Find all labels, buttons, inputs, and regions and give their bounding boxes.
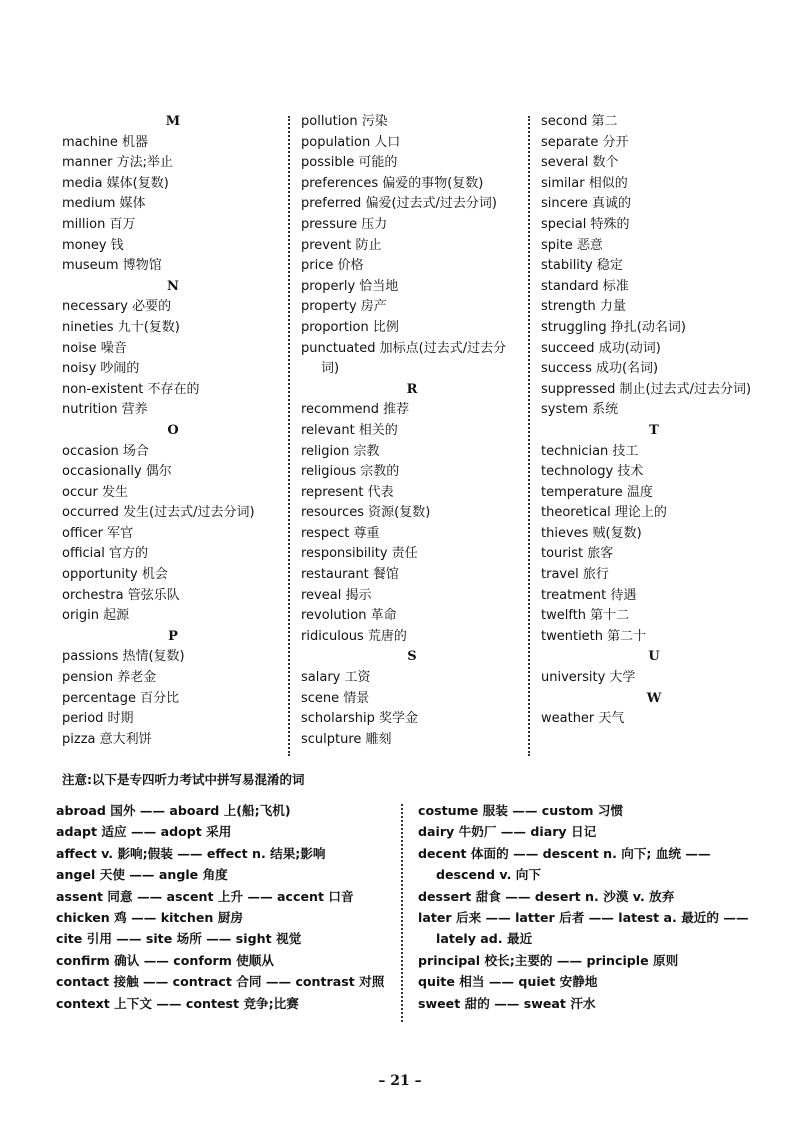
letter-heading: W (646, 690, 662, 706)
vocab-entry: twentieth 第二十 (541, 628, 647, 644)
vocab-entry: million 百万 (62, 216, 136, 232)
vocab-entry: restaurant 餐馆 (301, 567, 399, 583)
vocab-entry: weather 天气 (541, 711, 625, 727)
vocab-entry: responsibility 责任 (301, 546, 418, 562)
vocab-entry: similar 相似的 (541, 175, 628, 191)
vocab-entry: technology 技术 (541, 464, 644, 480)
vocab-entry: proportion 比例 (301, 319, 399, 335)
confusable-entry: cite 引用 —— site 场所 —— sight 视觉 (56, 931, 302, 947)
vocab-entry: passions 热情(复数) (62, 649, 185, 665)
vocab-entry: nineties 九十(复数) (62, 319, 180, 335)
vocab-entry: occasion 场合 (62, 443, 149, 459)
confusables-column-right (418, 800, 768, 1014)
vocab-entry: period 时期 (62, 711, 134, 727)
vocab-entry: officer 军官 (62, 525, 134, 541)
letter-heading: T (649, 422, 659, 438)
vocab-entry: thieves 贼(复数) (541, 525, 642, 541)
vocab-entry: percentage 百分比 (62, 690, 180, 706)
confusable-entry: costume 服装 —— custom 习惯 (418, 803, 624, 818)
vocab-entry: noise 噪音 (62, 340, 127, 356)
letter-heading: N (167, 278, 179, 294)
letter-heading: U (648, 649, 660, 665)
vocab-entry: separate 分开 (541, 134, 629, 150)
vocab-entry: occur 发生 (62, 484, 128, 500)
vocab-entry: treatment 待遇 (541, 587, 637, 603)
letter-heading: M (165, 114, 181, 129)
confusables-column-left (56, 800, 386, 1014)
confusable-entry: decent 体面的 —— descent n. 向下; 血统 —— descend v. 向下 (418, 845, 711, 883)
vocab-entry: medium 媒体 (62, 196, 146, 212)
vocab-entry: prevent 防止 (301, 237, 382, 253)
vocab-entry: pizza 意大利饼 (62, 731, 152, 747)
vocab-entry: stability 稳定 (541, 258, 623, 274)
vocab-entry: success 成功(名词) (541, 361, 659, 377)
vocab-entry: standard 标准 (541, 278, 629, 294)
confusable-entry: chicken 鸡 —— kitchen 厨房 (56, 910, 243, 926)
vocab-entry: manner 方法;举止 (62, 155, 173, 171)
vocab-entry: machine 机器 (62, 134, 148, 150)
vocab-entry: orchestra 管弦乐队 (62, 587, 180, 603)
vocab-entry: represent 代表 (301, 484, 394, 500)
vocab-entry: tourist 旅客 (541, 546, 614, 562)
vocab-entry: non-existent 不存在的 (62, 381, 200, 397)
vocab-entry: preferences 偏爱的事物(复数) (301, 175, 484, 191)
column-divider (528, 116, 530, 756)
vocab-entry: properly 恰当地 (301, 278, 399, 294)
letter-heading: R (406, 381, 418, 397)
confusable-entry: assent 同意 —— ascent 上升 —— accent 口音 (56, 888, 354, 904)
vocab-entry: respect 尊重 (301, 525, 380, 541)
vocab-entry: media 媒体(复数) (62, 175, 169, 191)
vocab-entry: reveal 揭示 (301, 587, 372, 603)
vocab-entry: population 人口 (301, 134, 401, 150)
vocab-entry: revolution 革命 (301, 608, 397, 624)
vocab-entry: spite 恶意 (541, 237, 603, 253)
vocab-entry: travel 旅行 (541, 567, 609, 583)
vocab-entry: scholarship 奖学金 (301, 711, 419, 727)
vocab-entry: preferred 偏爱(过去式/过去分词) (301, 196, 497, 212)
column-divider (401, 804, 403, 1022)
vocab-entry: strength 力量 (541, 299, 626, 315)
wordlist-column-2 (301, 112, 523, 750)
vocab-entry: origin 起源 (62, 608, 130, 624)
confusable-entry: contact 接触 —— contract 合同 —— contrast 对照 (56, 974, 385, 990)
confusable-entry: abroad 国外 —— aboard 上(船;飞机) (56, 803, 291, 818)
vocab-entry: system 系统 (541, 402, 619, 418)
vocab-entry: nutrition 营养 (62, 402, 148, 418)
vocab-entry: pension 养老金 (62, 670, 157, 686)
vocab-entry: possible 可能的 (301, 155, 398, 171)
vocab-entry: necessary 必要的 (62, 299, 172, 315)
vocab-entry: pollution 污染 (301, 114, 388, 129)
vocab-entry: university 大学 (541, 670, 636, 686)
vocab-entry: recommend 推荐 (301, 402, 410, 418)
vocab-entry: price 价格 (301, 258, 364, 274)
vocab-entry: resources 资源(复数) (301, 505, 431, 521)
vocab-entry: ridiculous 荒唐的 (301, 628, 407, 644)
section-note: 注意:以下是专四听力考试中拼写易混淆的词 (62, 772, 305, 787)
confusable-entry: dairy 牛奶厂 —— diary 日记 (418, 824, 597, 840)
vocab-entry: occasionally 偶尔 (62, 464, 172, 480)
vocab-entry: opportunity 机会 (62, 567, 168, 583)
letter-heading: P (168, 628, 178, 644)
wordlist-column-3 (541, 112, 767, 730)
column-divider (288, 116, 290, 756)
confusable-entry: affect v. 影响;假装 —— effect n. 结果;影响 (56, 845, 326, 861)
vocab-entry: suppressed 制止(过去式/过去分词) (541, 381, 752, 397)
vocab-entry: struggling 挣扎(动名词) (541, 319, 686, 335)
confusable-entry: principal 校长;主要的 —— principle 原则 (418, 952, 679, 968)
confusable-entry: later 后来 —— latter 后者 —— latest a. 最近的 —— lately ad. 最近 (418, 910, 749, 947)
wordlist-column-1 (62, 112, 284, 750)
vocab-entry: technician 技工 (541, 443, 639, 459)
vocab-entry: occurred 发生(过去式/过去分词) (62, 505, 255, 521)
vocab-entry: succeed 成功(动词) (541, 340, 661, 356)
confusable-entry: adapt 适应 —— adopt 采用 (56, 824, 232, 840)
page-number: – 21 – (378, 1073, 422, 1089)
vocab-entry: sculpture 雕刻 (301, 731, 392, 747)
confusable-entry: sweet 甜的 —— sweat 汗水 (418, 995, 596, 1011)
vocab-entry: punctuated 加标点(过去式/过去分词) (301, 340, 507, 377)
vocab-entry: official 官方的 (62, 546, 148, 562)
vocab-entry: second 第二 (541, 114, 618, 129)
vocab-entry: money 钱 (62, 237, 124, 253)
vocab-entry: temperature 温度 (541, 484, 653, 500)
vocab-entry: sincere 真诚的 (541, 196, 631, 212)
vocab-entry: twelfth 第十二 (541, 608, 630, 624)
vocab-entry: theoretical 理论上的 (541, 505, 667, 521)
confusable-entry: context 上下文 —— contest 竞争;比赛 (56, 995, 299, 1011)
vocab-entry: special 特殊的 (541, 216, 630, 232)
vocab-entry: salary 工资 (301, 670, 371, 686)
confusable-entry: angel 天使 —— angle 角度 (56, 867, 228, 883)
vocab-entry: museum 博物馆 (62, 258, 162, 274)
vocab-entry: religious 宗教的 (301, 464, 400, 480)
vocab-entry: religion 宗教 (301, 443, 380, 459)
vocab-entry: property 房产 (301, 299, 387, 315)
letter-heading: S (407, 649, 417, 665)
vocab-entry: several 数个 (541, 155, 619, 171)
vocab-entry: pressure 压力 (301, 216, 388, 232)
confusable-entry: quite 相当 —— quiet 安静地 (418, 974, 598, 990)
letter-heading: O (167, 422, 179, 438)
vocab-entry: relevant 相关的 (301, 422, 398, 438)
confusable-entry: confirm 确认 —— conform 使顺从 (56, 952, 274, 968)
confusable-entry: dessert 甜食 —— desert n. 沙漠 v. 放弃 (418, 888, 675, 904)
vocab-entry: scene 情景 (301, 690, 370, 706)
vocab-entry: noisy 吵闹的 (62, 361, 140, 377)
